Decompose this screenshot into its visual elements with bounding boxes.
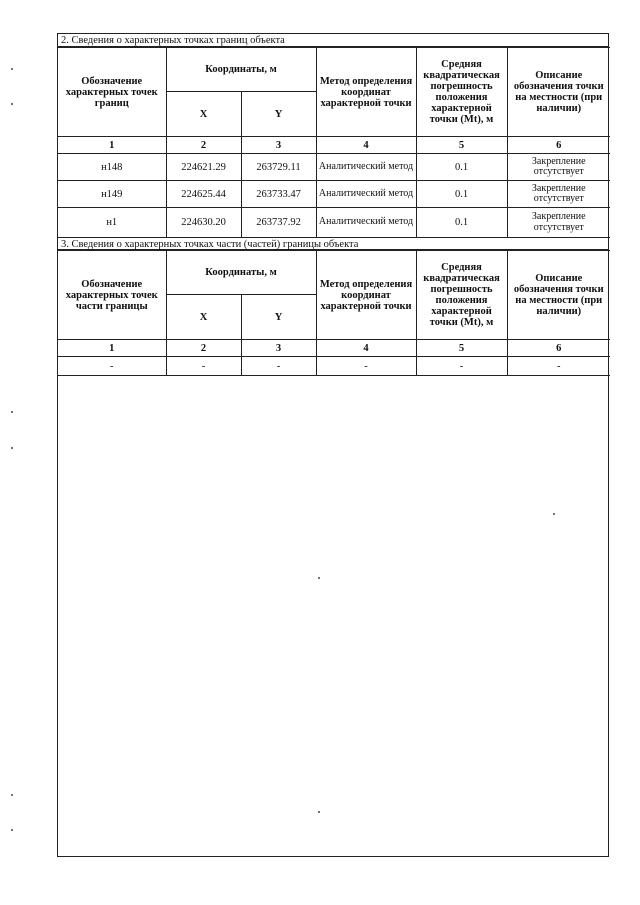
table-row (58, 208, 610, 238)
header-y: Y (241, 295, 316, 340)
point-method: - (316, 357, 416, 376)
point-mt: 0.1 (416, 181, 507, 208)
point-y: - (241, 357, 316, 376)
point-y: 263733.47 (241, 181, 316, 208)
header-method: Метод определения координат характерной точки (316, 251, 416, 340)
table-row (58, 181, 610, 208)
point-x: 224625.44 (166, 181, 241, 208)
point-description: Закрепление отсутствует (507, 181, 610, 208)
header-error: Средняя квадратическая погрешность положения характерной точки (Mt), м (416, 251, 507, 340)
point-description: - (507, 357, 610, 376)
col-number: 4 (316, 137, 416, 154)
point-name: н149 (58, 181, 166, 208)
section-3-title: 3. Сведения о характерных точках части (частей) границы объекта (58, 237, 608, 250)
point-method: Аналитический метод (316, 208, 416, 238)
col-number: 6 (507, 340, 610, 357)
point-x: 224630.20 (166, 208, 241, 238)
header-description: Описание обозначения точки на местности (при наличии) (507, 48, 610, 137)
point-method: Аналитический метод (316, 181, 416, 208)
point-description: Закрепление отсутствует (507, 208, 610, 238)
point-method: Аналитический метод (316, 154, 416, 181)
header-error: Средняя квадратическая погрешность положения характерной точки (Mt), м (416, 48, 507, 137)
header-coordinates: Координаты, м (166, 48, 316, 92)
point-y: 263737.92 (241, 208, 316, 238)
point-name: н148 (58, 154, 166, 181)
point-y: 263729.11 (241, 154, 316, 181)
point-description: Закрепление отсутствует (507, 154, 610, 181)
scan-speck (11, 103, 13, 105)
scan-speck (553, 513, 555, 515)
table-row (58, 154, 610, 181)
header-designation: Обозначение характерных точек границ (58, 48, 166, 137)
col-number: 6 (507, 137, 610, 154)
header-method: Метод определения координат характерной точки (316, 48, 416, 137)
document-frame (57, 33, 609, 857)
scan-speck (11, 411, 13, 413)
col-number: 3 (241, 137, 316, 154)
col-number: 1 (58, 137, 166, 154)
scan-speck (11, 794, 13, 796)
header-description: Описание обозначения точки на местности (при наличии) (507, 251, 610, 340)
col-number: 1 (58, 340, 166, 357)
scan-speck (318, 577, 320, 579)
point-name: н1 (58, 208, 166, 238)
point-mt: 0.1 (416, 208, 507, 238)
point-x: 224621.29 (166, 154, 241, 181)
col-number: 4 (316, 340, 416, 357)
scan-speck (318, 811, 320, 813)
col-number: 3 (241, 340, 316, 357)
point-name: - (58, 357, 166, 376)
section-2-title: 2. Сведения о характерных точках границ объекта (58, 34, 608, 47)
header-designation: Обозначение характерных точек части границы (58, 251, 166, 340)
point-mt: - (416, 357, 507, 376)
boundary-points-table (58, 47, 610, 238)
table-row (58, 357, 610, 376)
scan-speck (11, 829, 13, 831)
point-x: - (166, 357, 241, 376)
header-x: X (166, 295, 241, 340)
col-number: 2 (166, 340, 241, 357)
scan-speck (11, 447, 13, 449)
header-y: Y (241, 92, 316, 137)
part-boundary-points-table (58, 250, 610, 376)
col-number: 5 (416, 137, 507, 154)
header-x: X (166, 92, 241, 137)
scan-speck (11, 68, 13, 70)
point-mt: 0.1 (416, 154, 507, 181)
col-number: 2 (166, 137, 241, 154)
col-number: 5 (416, 340, 507, 357)
header-coordinates: Координаты, м (166, 251, 316, 295)
